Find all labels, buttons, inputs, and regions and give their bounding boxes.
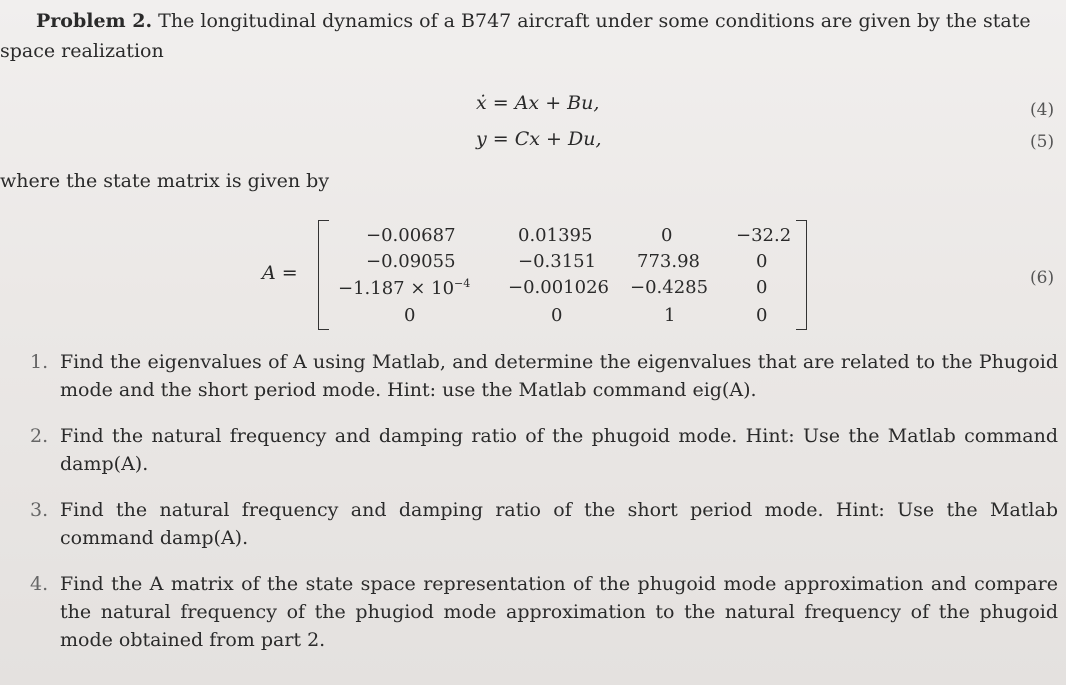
question-number: 3. bbox=[30, 499, 49, 521]
question-item bbox=[30, 422, 1058, 478]
output-equation: y = Cx + Du, bbox=[476, 128, 602, 150]
matrix-cell: −0.09055 bbox=[366, 251, 456, 272]
state-equation: ẋ = Ax + Bu, bbox=[476, 92, 600, 114]
equation-number-5: (5) bbox=[1030, 132, 1055, 152]
question-number: 2. bbox=[30, 425, 49, 447]
matrix-cell: −0.3151 bbox=[518, 251, 597, 272]
problem-intro bbox=[0, 6, 1062, 66]
question-text: Find the A matrix of the state space representation of the phugoid mode approximation and compare the natural frequency of the phugiod mode approximation to the natural frequency of the phugoid mode obtained from part 2. bbox=[60, 573, 1058, 651]
matrix-cell: −0.00687 bbox=[366, 225, 456, 246]
matrix-cell: 773.98 bbox=[637, 251, 700, 272]
matrix-cell: 0 bbox=[756, 277, 768, 298]
matrix-right-bracket bbox=[796, 220, 807, 330]
question-list bbox=[30, 348, 1058, 672]
matrix-cell-exponent: −4 bbox=[454, 277, 471, 290]
matrix-cell: 0.01395 bbox=[518, 225, 593, 246]
matrix-cell-scientific bbox=[338, 277, 470, 299]
question-number: 1. bbox=[30, 351, 49, 373]
matrix-cell: 0 bbox=[551, 305, 563, 326]
question-number: 4. bbox=[30, 573, 49, 595]
matrix-cell: 0 bbox=[756, 251, 768, 272]
matrix-cell: 1 bbox=[664, 305, 676, 326]
where-text: where the state matrix is given by bbox=[0, 170, 330, 192]
matrix-label: A = bbox=[262, 262, 298, 284]
question-item bbox=[30, 348, 1058, 404]
problem-intro-line1: The longitudinal dynamics of a B747 aircraft under some conditions are given by the state bbox=[158, 10, 1031, 32]
matrix-cell: 0 bbox=[756, 305, 768, 326]
matrix-cell: 0 bbox=[661, 225, 673, 246]
question-item bbox=[30, 496, 1058, 552]
question-text: Find the natural frequency and damping ratio of the short period mode. Hint: Use the Matlab command damp(A). bbox=[60, 499, 1058, 549]
question-text: Find the eigenvalues of A using Matlab, and determine the eigenvalues that are related to the Phugoid mode and the short period mode. Hint: use the Matlab command eig(A). bbox=[60, 351, 1058, 401]
equation-number-4: (4) bbox=[1030, 100, 1055, 120]
matrix-left-bracket bbox=[318, 220, 329, 330]
question-text: Find the natural frequency and damping ratio of the phugoid mode. Hint: Use the Matlab command damp(A). bbox=[60, 425, 1058, 475]
matrix-cell: −0.001026 bbox=[508, 277, 609, 298]
question-item bbox=[30, 570, 1058, 654]
problem-intro-line2: space realization bbox=[0, 40, 164, 62]
matrix-cell: −0.4285 bbox=[630, 277, 709, 298]
matrix-cell: −32.2 bbox=[736, 225, 792, 246]
equation-number-6: (6) bbox=[1030, 268, 1055, 288]
problem-title: Problem 2. bbox=[36, 10, 153, 32]
matrix-cell: 0 bbox=[404, 305, 416, 326]
matrix-cell-mantissa: −1.187 × 10 bbox=[338, 278, 455, 299]
